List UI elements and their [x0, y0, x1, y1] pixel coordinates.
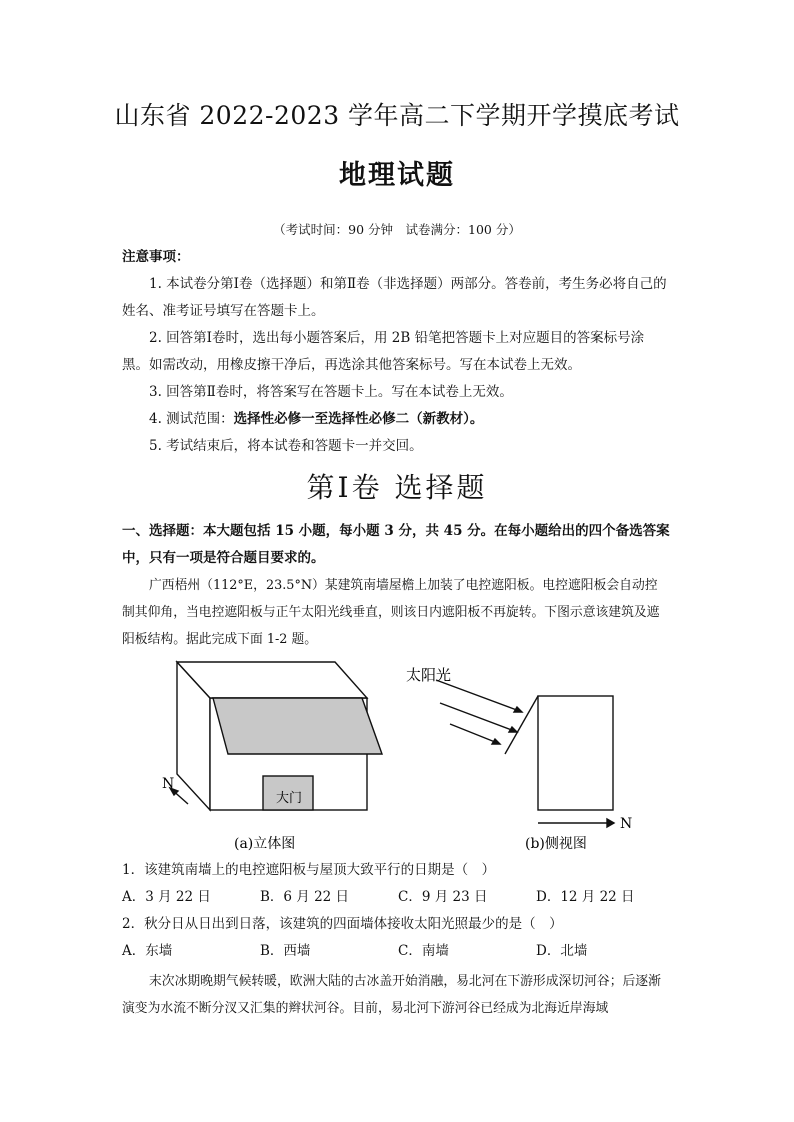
question-2-stem: 2．秋分日从日出到日落，该建筑的四面墙体接收太阳光照最少的是（ ） — [122, 916, 563, 932]
caption-3d-view: (a)立体图 — [234, 836, 296, 852]
question-2-option-a: A．东墙 — [122, 943, 173, 959]
sunlight-label: 太阳光 — [406, 666, 452, 684]
question-1-options — [122, 884, 670, 911]
question-1-option-a: A．3 月 22 日 — [122, 889, 211, 905]
question-2-option-b: B．西墙 — [260, 943, 311, 959]
building-3d-diagram — [170, 662, 382, 810]
exam-title: 山东省 2022-2023 学年高二下学期开学摸底考试 — [114, 101, 680, 130]
section-title: 第Ⅰ卷 选择题 — [306, 471, 488, 504]
sunshade-panel-side — [505, 696, 538, 754]
side-view-diagram — [436, 680, 614, 827]
question-1-stem: 1．该建筑南墙上的电控遮阳板与屋顶大致平行的日期是（ ） — [122, 862, 496, 878]
caption-side-view: (b)侧视图 — [525, 836, 587, 852]
part-heading: 一、选择题：本大题包括 15 小题，每小题 3 分，共 45 分。在每小题给出的四个备选答案中，只有一项是符合题目要求的。 — [122, 523, 670, 566]
question-1-option-b: B．6 月 22 日 — [260, 889, 350, 905]
notice-heading: 注意事项： — [122, 249, 190, 265]
sunshade-panel — [213, 698, 382, 754]
notice-item-3: 3. 回答第Ⅱ卷时，将答案写在答题卡上。写在本试卷上无效。 — [149, 384, 513, 400]
question-1-option-d: D．12 月 22 日 — [536, 889, 635, 905]
notice-item-4-scope: 选择性必修一至选择性必修二（新教材）。 — [233, 411, 484, 427]
building-figure — [140, 650, 640, 855]
question-intro: 广西梧州（112°E，23.5°N）某建筑南墙屋檐上加装了电控遮阳板。电控遮阳板会自动控制其仰角，当电控遮阳板与正午太阳光线垂直，则该日内遮阳板不再旋转。下图示意该建筑及遮阳板结构。据此完成下面 1-2 题。 — [122, 578, 660, 647]
reading-passage: 末次冰期晚期气候转暖，欧洲大陆的古冰盖开始消融，易北河在下游形成深切河谷；后逐渐演变为水流不断分汊又汇集的辫状河谷。目前，易北河下游河谷已经成为北海近岸海域 — [122, 974, 661, 1016]
notice-item-1: 1. 本试卷分第Ⅰ卷（选择题）和第Ⅱ卷（非选择题）两部分。答卷前，考生务必将自己的姓名、准考证号填写在答题卡上。 — [122, 276, 667, 319]
question-1-option-c: C．9 月 23 日 — [398, 889, 488, 905]
notice-item-4 — [122, 406, 670, 433]
notice-item-5: 5. 考试结束后，将本试卷和答题卡一并交回。 — [149, 438, 423, 454]
notice-item-4-label: 4. 测试范围： — [149, 411, 234, 427]
notice-item-2: 2. 回答第Ⅰ卷时，选出每小题答案后，用 2B 铅笔把答题卡上对应题目的答案标号涂黑。如需改动，用橡皮擦干净后，再选涂其他答案标号。写在本试卷上无效。 — [122, 330, 645, 373]
north-label-a: N — [162, 776, 175, 792]
question-2-options — [122, 938, 670, 965]
door-label: 大门 — [276, 791, 303, 806]
question-2-option-c: C．南墙 — [398, 943, 449, 959]
question-2-option-d: D．北墙 — [536, 943, 588, 959]
subject-title: 地理试题 — [339, 160, 455, 191]
north-label-b: N — [620, 816, 633, 832]
exam-info: （考试时间：90 分钟 试卷满分：100 分） — [273, 222, 521, 237]
